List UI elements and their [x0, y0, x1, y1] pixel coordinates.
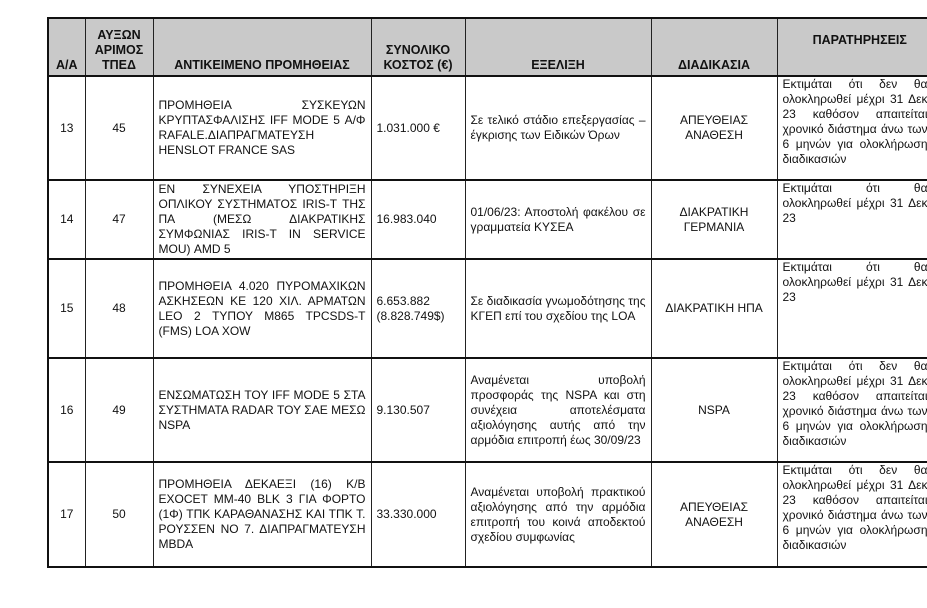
- row-object: ΠΡΟΜΗΘΕΙΑ ΔΕΚΑΕΞΙ (16) Κ/Β EXOCET MM-40 BLK 3 ΓΙΑ ΦΟΡΤΟ (1Φ) ΤΠΚ ΚΑΡΑΘΑΝΑΣΗΣ ΚΑΙ ΤΠΚ Τ. ΡΟΥΣΣΕΝ ΝΟ 7. ΔΙΑΠΡΑΓΜΑΤΕΥΣΗ MBDA: [153, 462, 371, 567]
- row-tped: 47: [85, 180, 153, 259]
- row-tped: 48: [85, 259, 153, 358]
- remarks-text: Εκτιμάται ότι δεν θα ολοκληρωθεί μέχρι 31 Δεκ 23 καθόσον απαιτείται χρονικό διάστημα άνω των 6 μηνών για ολοκλήρωση διαδικασιών: [782, 77, 927, 166]
- remarks-text: Εκτιμάται ότι δεν θα ολοκληρωθεί μέχρι 31 Δεκ 23 καθόσον απαιτείται χρονικό διάστημα άνω των 6 μηνών για ολοκλήρωση διαδικασιών: [782, 463, 927, 552]
- header-progress: ΕΞΕΛΙΞΗ: [465, 18, 651, 76]
- row-progress: Σε διαδικασία γνωμοδότησης της ΚΓΕΠ επί του σχεδίου της LOA: [465, 259, 651, 358]
- row-cost: 9.130.507: [371, 358, 465, 462]
- row-cost: 6.653.882 (8.828.749$): [371, 259, 465, 358]
- table-row: [48, 76, 927, 180]
- header-procedure: ΔΙΑΔΙΚΑΣΙΑ: [651, 18, 777, 76]
- row-tped: 50: [85, 462, 153, 567]
- row-procedure: ΑΠΕΥΘΕΙΑΣ ΑΝΑΘΕΣΗ: [651, 462, 777, 567]
- row-procedure: NSPA: [651, 358, 777, 462]
- row-aa: 14: [48, 180, 85, 259]
- row-procedure: ΔΙΑΚΡΑΤΙΚΗ ΗΠΑ: [651, 259, 777, 358]
- header-aa: Α/Α: [48, 18, 85, 76]
- row-tped: 45: [85, 76, 153, 180]
- row-cost: 16.983.040: [371, 180, 465, 259]
- remarks-text: Εκτιμάται ότι θα ολοκληρωθεί μέχρι 31 Δεκ 23: [782, 260, 927, 304]
- row-aa: 16: [48, 358, 85, 462]
- row-procedure: ΑΠΕΥΘΕΙΑΣ ΑΝΑΘΕΣΗ: [651, 76, 777, 180]
- table-row: [48, 180, 927, 259]
- row-object: ΕΝΣΩΜΑΤΩΣΗ ΤΟΥ IFF MODE 5 ΣΤΑ ΣΥΣΤΗΜΑΤΑ RADAR ΤΟΥ ΣΑΕ ΜΕΣΩ NSPA: [153, 358, 371, 462]
- row-progress: Σε τελικό στάδιο επεξεργασίας – έγκρισης των Ειδικών Όρων: [465, 76, 651, 180]
- procurement-table: [47, 17, 927, 568]
- row-cost: 33.330.000: [371, 462, 465, 567]
- row-object: ΕΝ ΣΥΝΕΧΕΙΑ ΥΠΟΣΤΗΡΙΞΗ ΟΠΛΙΚΟΥ ΣΥΣΤΗΜΑΤΟΣ IRIS-T ΤΗΣ ΠΑ (ΜΕΣΩ ΔΙΑΚΡΑΤΙΚΗΣ ΣΥΜΦΩΝΙΑΣ IRIS-T IN SERVICE MOU) AMD 5: [153, 180, 371, 259]
- remarks-text: Εκτιμάται ότι δεν θα ολοκληρωθεί μέχρι 31 Δεκ 23 καθόσον απαιτείται χρονικό διάστημα άνω των 6 μηνών για ολοκλήρωση διαδικασιών: [782, 359, 927, 448]
- header-remarks: ΠΑΡΑΤΗΡΗΣΕΙΣ: [777, 18, 927, 76]
- row-remarks: [777, 259, 927, 358]
- header-object: ΑΝΤΙΚΕΙΜΕΝΟ ΠΡΟΜΗΘΕΙΑΣ: [153, 18, 371, 76]
- row-remarks: [777, 76, 927, 180]
- remarks-text: Εκτιμάται ότι θα ολοκληρωθεί μέχρι 31 Δεκ 23: [782, 181, 927, 225]
- row-remarks: [777, 180, 927, 259]
- row-aa: 17: [48, 462, 85, 567]
- row-progress: 01/06/23: Αποστολή φακέλου σε γραμματεία ΚΥΣΕΑ: [465, 180, 651, 259]
- row-object: ΠΡΟΜΗΘΕΙΑ ΣΥΣΚΕΥΩΝ ΚΡΥΠΤΑΣΦΑΛΙΣΗΣ IFF MODE 5 Α/Φ RAFALE.ΔΙΑΠΡΑΓΜΑΤΕΥΣΗ HENSLOT FRANCE SAS: [153, 76, 371, 180]
- header-cost: ΣΥΝΟΛΙΚΟ ΚΟΣΤΟΣ (€): [371, 18, 465, 76]
- table-row: [48, 358, 927, 462]
- table-row: [48, 462, 927, 567]
- row-aa: 13: [48, 76, 85, 180]
- row-progress: Αναμένεται υποβολή προσφοράς της NSPA και στη συνέχεια αποτελέσματα αξιολόγησης αυτής από την αρμόδια επιτροπή έως 30/09/23: [465, 358, 651, 462]
- row-cost: 1.031.000 €: [371, 76, 465, 180]
- row-procedure: ΔΙΑΚΡΑΤΙΚΗ ΓΕΡΜΑΝΙΑ: [651, 180, 777, 259]
- row-remarks: [777, 462, 927, 567]
- header-tped: ΑΥΞΩΝ ΑΡΙΜΟΣ ΤΠΕΔ: [85, 18, 153, 76]
- header-row: [48, 18, 927, 76]
- row-object: ΠΡΟΜΗΘΕΙΑ 4.020 ΠΥΡΟΜΑΧΙΚΩΝ ΑΣΚΗΣΕΩΝ ΚΕ 120 ΧΙΛ. ΑΡΜΑΤΩΝ LEO 2 ΤΥΠΟΥ M865 TPCSDS-T (FMS) LOA XOW: [153, 259, 371, 358]
- row-remarks: [777, 358, 927, 462]
- row-tped: 49: [85, 358, 153, 462]
- row-progress: Αναμένεται υποβολή πρακτικού αξιολόγησης από την αρμόδια επιτροπή του κοινά αποδεκτού σχεδίου συμφωνίας: [465, 462, 651, 567]
- table-row: [48, 259, 927, 358]
- row-aa: 15: [48, 259, 85, 358]
